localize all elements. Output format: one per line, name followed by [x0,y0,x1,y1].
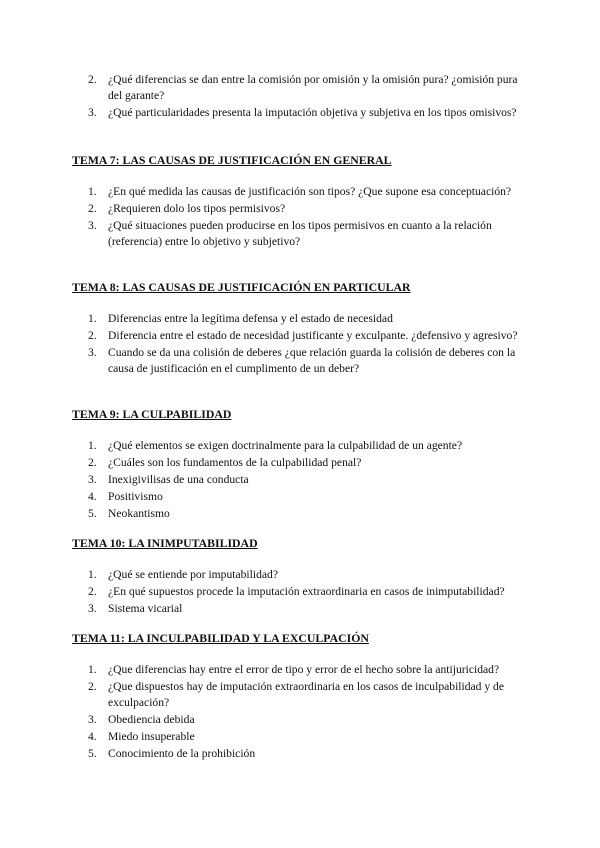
list-item [72,729,532,745]
list-item [72,328,532,344]
list-number: 1. [88,185,97,198]
list-number: 4. [88,730,97,743]
section-heading: TEMA 10: LA INIMPUTABILIDAD [72,536,258,550]
list-item [72,489,532,505]
list-text: ¿Qué particularidades presenta la imputación objetiva y subjetiva en los tipos omisivos? [108,106,517,119]
list-text: ¿Qué situaciones pueden producirse en los tipos permisivos en cuanto a la relación (referencia) entre lo objetivo y subjetivo? [108,219,492,248]
list-text: Inexigivilisas de una conducta [108,473,249,486]
list-number: 2. [88,73,97,86]
list-item [72,311,532,327]
continuation-list-block [72,72,532,122]
list-number: 5. [88,507,97,520]
list-number: 2. [88,585,97,598]
list-item [72,184,532,200]
list-text: ¿Requieren dolo los tipos permisivos? [108,202,286,215]
section-tema-8-list-block [72,311,532,378]
list-text: Diferencias entre la legítima defensa y el estado de necesidad [108,312,393,325]
list-item [72,567,532,583]
question-list [72,567,532,617]
section-heading: TEMA 11: LA INCULPABILIDAD Y LA EXCULPACIÓN [72,631,369,645]
list-text: Cuando se da una colisión de deberes ¿que relación guarda la colisión de deberes con la causa de justificación en el cumplimento de un deber? [108,346,516,375]
list-item [72,584,532,600]
list-text: ¿Cuáles son los fundamentos de la culpabilidad penal? [108,456,362,469]
section-heading: TEMA 7: LAS CAUSAS DE JUSTIFICACIÓN EN GENERAL [72,153,392,167]
list-number: 3. [88,106,97,119]
list-number: 2. [88,456,97,469]
list-text: ¿Qué diferencias se dan entre la comisión por omisión y la omisión pura? ¿omisión pura del garante? [108,73,518,102]
section-tema-7 [72,152,532,168]
list-item [72,662,532,678]
list-item [72,712,532,728]
section-tema-11 [72,630,532,646]
list-number: 1. [88,312,97,325]
list-item [72,746,532,762]
list-number: 1. [88,439,97,452]
list-item [72,72,532,104]
list-item [72,218,532,250]
list-text: Diferencia entre el estado de necesidad justificante y exculpante. ¿defensivo y agresivo? [108,329,518,342]
question-list [72,662,532,762]
list-item [72,345,532,377]
list-number: 1. [88,568,97,581]
list-text: Positivismo [108,490,163,503]
section-tema-10-list-block [72,567,532,618]
list-item [72,438,532,454]
section-tema-8 [72,279,532,295]
section-tema-9-list-block [72,438,532,523]
list-number: 5. [88,747,97,760]
continuation-list [72,72,532,121]
list-item [72,679,532,711]
list-number: 3. [88,346,97,359]
list-text: ¿En qué medida las causas de justificación son tipos? ¿Que supone esa conceptuación? [108,185,512,198]
section-tema-10 [72,535,532,551]
list-text: Obediencia debida [108,713,195,726]
list-text: ¿Que dispuestos hay de imputación extraordinaria en los casos de inculpabilidad y de exculpación? [108,680,505,709]
list-text: Sistema vicarial [108,602,183,615]
list-text: ¿En qué supuestos procede la imputación extraordinaria en casos de inimputabilidad? [108,585,505,598]
list-text: Conocimiento de la prohibición [108,747,256,760]
list-item [72,201,532,217]
section-tema-9 [72,406,532,422]
section-heading: TEMA 9: LA CULPABILIDAD [72,407,232,421]
section-tema-11-list-block [72,662,532,763]
list-item [72,506,532,522]
list-item [72,601,532,617]
section-tema-7-list-block [72,184,532,251]
list-number: 3. [88,713,97,726]
list-number: 2. [88,680,97,693]
list-number: 2. [88,202,97,215]
list-number: 2. [88,329,97,342]
question-list [72,311,532,377]
question-list [72,184,532,250]
list-item [72,105,532,121]
list-number: 3. [88,473,97,486]
list-text: Neokantismo [108,507,170,520]
list-text: ¿Qué elementos se exigen doctrinalmente para la culpabilidad de un agente? [108,439,463,452]
list-text: Miedo insuperable [108,730,195,743]
list-item [72,472,532,488]
list-text: ¿Que diferencias hay entre el error de tipo y error de el hecho sobre la antijuricidad? [108,663,500,676]
list-number: 4. [88,490,97,503]
question-list [72,438,532,522]
list-number: 1. [88,663,97,676]
list-number: 3. [88,602,97,615]
list-number: 3. [88,219,97,232]
list-item [72,455,532,471]
section-heading: TEMA 8: LAS CAUSAS DE JUSTIFICACIÓN EN PARTICULAR [72,280,411,294]
list-text: ¿Qué se entiende por imputabilidad? [108,568,278,581]
